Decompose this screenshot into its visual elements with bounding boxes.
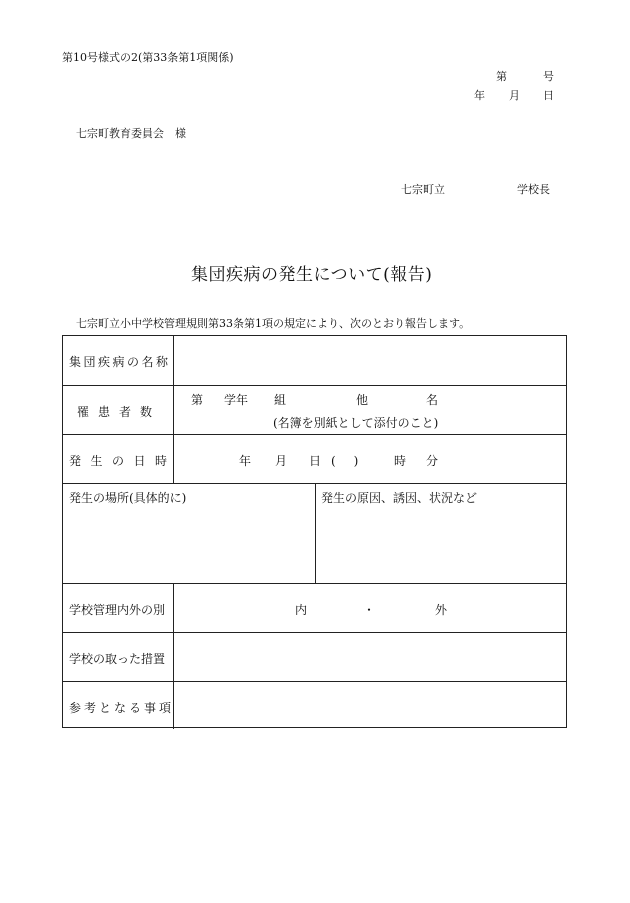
datetime-weekday-paren: ( ) bbox=[331, 454, 362, 468]
intro-text: 七宗町立小中学校管理規則第33条第1項の規定により、次のとおり報告します。 bbox=[76, 317, 471, 330]
label-datetime: 発生の日時 bbox=[69, 454, 177, 468]
datetime-minute: 分 bbox=[426, 454, 439, 468]
patients-grade: 学年 bbox=[224, 393, 249, 407]
patients-mei: 名 bbox=[426, 393, 439, 407]
label-place: 発生の場所(具体的に) bbox=[69, 491, 187, 505]
disease-name-field[interactable] bbox=[174, 338, 566, 384]
datetime-year: 年 bbox=[239, 454, 252, 468]
label-disease-name bbox=[69, 353, 171, 370]
report-form bbox=[62, 335, 567, 728]
doc-number-dai: 第 bbox=[496, 70, 507, 83]
doc-number-go: 号 bbox=[543, 70, 554, 83]
row-divider bbox=[63, 681, 566, 682]
row-divider bbox=[63, 632, 566, 633]
sender-principal: 学校長 bbox=[517, 183, 550, 196]
label-in-out: 学校管理内外の別 bbox=[69, 603, 166, 617]
label-reference: 参考となる事項 bbox=[69, 701, 175, 715]
place-cause-divider bbox=[315, 483, 316, 583]
addressee: 七宗町教育委員会 様 bbox=[76, 127, 186, 140]
row-divider bbox=[63, 385, 566, 386]
in-out-inside[interactable]: 内 bbox=[295, 603, 308, 617]
patients-kumi: 組 bbox=[274, 393, 287, 407]
row-divider bbox=[63, 583, 566, 584]
sender-school-prefix: 七宗町立 bbox=[401, 183, 445, 196]
in-out-outside[interactable]: 外 bbox=[435, 603, 448, 617]
row-divider bbox=[63, 434, 566, 435]
form-number: 第10号様式の2(第33条第1項関係) bbox=[62, 51, 234, 64]
datetime-month: 月 bbox=[275, 454, 288, 468]
document-title: 集団疾病の発生について(報告) bbox=[191, 265, 433, 285]
date-month: 月 bbox=[509, 89, 520, 102]
patients-dai: 第 bbox=[191, 393, 204, 407]
label-patients: 罹患者数 bbox=[77, 405, 162, 419]
label-measures: 学校の取った措置 bbox=[69, 652, 166, 666]
datetime-hour: 時 bbox=[394, 454, 407, 468]
datetime-day: 日 bbox=[309, 454, 322, 468]
date-year: 年 bbox=[474, 89, 485, 102]
patients-hoka: 他 bbox=[356, 393, 369, 407]
in-out-separator: ・ bbox=[363, 603, 376, 617]
date-day: 日 bbox=[543, 89, 554, 102]
label-cause: 発生の原因、誘因、状況など bbox=[321, 491, 478, 505]
patients-note: (名簿を別紙として添付のこと) bbox=[273, 416, 439, 430]
label-text: 集団疾病の名称 bbox=[69, 355, 171, 369]
